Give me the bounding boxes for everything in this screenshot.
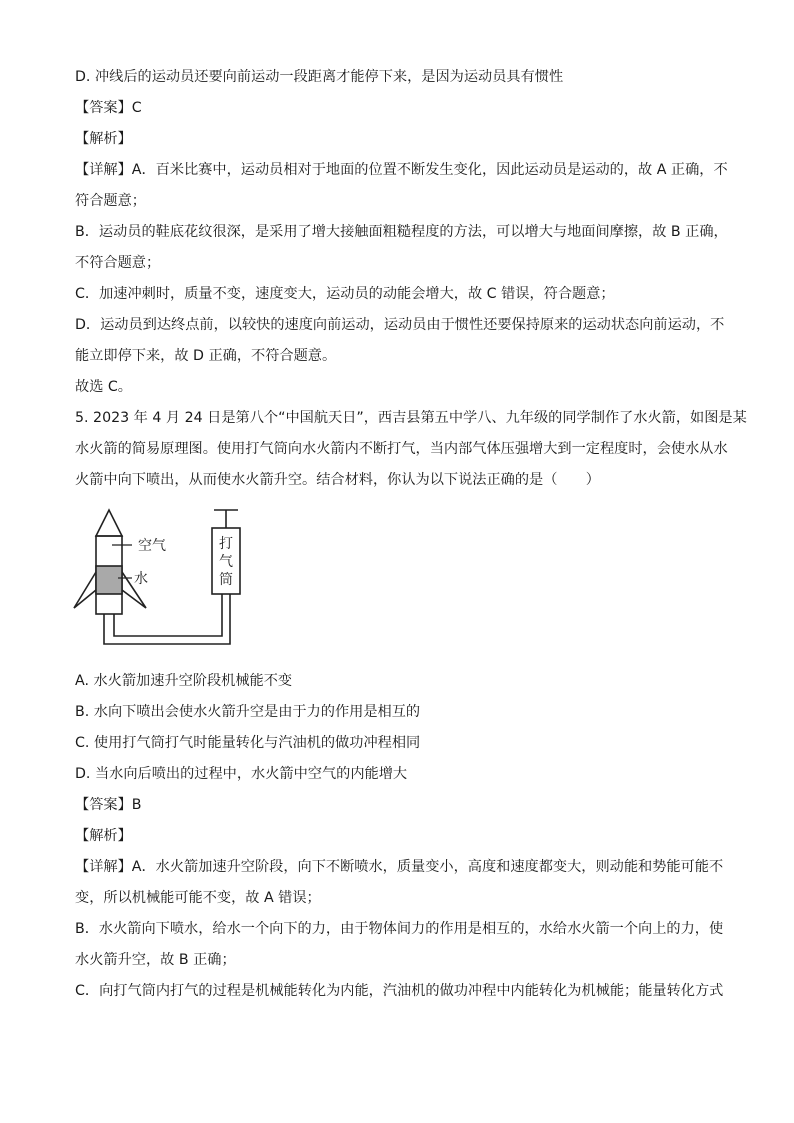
text-line-20: 【解析】 xyxy=(75,828,132,844)
text-line-5: 符合题意； xyxy=(75,193,146,209)
text-line-11: 故选 C。 xyxy=(75,379,132,395)
pump-label-char-1: 打 xyxy=(219,536,233,552)
text-line-24: 水火箭升空，故 B 正确； xyxy=(75,952,236,968)
text-line-12: 5. 2023 年 4 月 24 日是第八个“中国航天日”，西吉县第五中学八、九年级的同学制作了水火箭，如图是某 xyxy=(75,410,747,426)
text-line-23: B．水火箭向下喷水，给水一个向下的力，由于物体间力的作用是相互的，水给水火箭一个向上的力，使 xyxy=(75,921,724,937)
text-line-6: B．运动员的鞋底花纹很深，是采用了增大接触面粗糙程度的方法，可以增大与地面间摩擦，故 B 正确， xyxy=(75,224,728,240)
text-line-13: 水火箭的简易原理图。使用打气筒向水火箭内不断打气，当内部气体压强增大到一定程度时，会使水从水 xyxy=(75,441,728,457)
text-line-4: 【详解】A．百米比赛中，运动员相对于地面的位置不断发生变化，因此运动员是运动的，故 A 正确，不 xyxy=(75,162,728,178)
text-line-2: 【答案】C xyxy=(75,100,142,116)
connecting-tube xyxy=(104,594,230,644)
option-b: B. 水向下喷出会使水火箭升空是由于力的作用是相互的 xyxy=(75,704,421,720)
text-line-9: D．运动员到达终点前，以较快的速度向前运动，运动员由于惯性还要保持原来的运动状态向前运动，不 xyxy=(75,317,725,333)
option-d: D. 当水向后喷出的过程中，水火箭中空气的内能增大 xyxy=(75,766,408,782)
text-line-1: D. 冲线后的运动员还要向前运动一段距离才能停下来，是因为运动员具有惯性 xyxy=(75,69,564,85)
rocket xyxy=(74,510,146,614)
label-water: 水 xyxy=(134,571,148,587)
text-line-8: C．加速冲刺时，质量不变，速度变大，运动员的动能会增大，故 C 错误，符合题意； xyxy=(75,286,615,302)
text-line-14: 火箭中向下喷出，从而使水火箭升空。结合材料，你认为以下说法正确的是（ ） xyxy=(75,472,600,488)
text-line-7: 不符合题意； xyxy=(75,255,161,271)
option-c: C. 使用打气筒打气时能量转化与汽油机的做功冲程相同 xyxy=(75,735,421,751)
text-line-21: 【详解】A．水火箭加速升空阶段，向下不断喷水，质量变小，高度和速度都变大，则动能和势能可能不 xyxy=(75,859,724,875)
pump-label-char-2: 气 xyxy=(219,554,233,570)
text-line-25: C．向打气筒内打气的过程是机械能转化为内能，汽油机的做功冲程中内能转化为机械能；能量转化方式 xyxy=(75,983,724,999)
water-fill xyxy=(96,566,122,594)
label-air: 空气 xyxy=(138,538,166,554)
option-a: A. 水火箭加速升空阶段机械能不变 xyxy=(75,673,293,689)
pump-label-char-3: 筒 xyxy=(219,572,233,588)
text-line-19: 【答案】B xyxy=(75,797,142,813)
water-rocket-diagram xyxy=(68,504,258,654)
text-line-3: 【解析】 xyxy=(75,131,132,147)
text-line-10: 能立即停下来，故 D 正确，不符合题意。 xyxy=(75,348,337,364)
text-line-22: 变，所以机械能可能不变，故 A 错误； xyxy=(75,890,321,906)
